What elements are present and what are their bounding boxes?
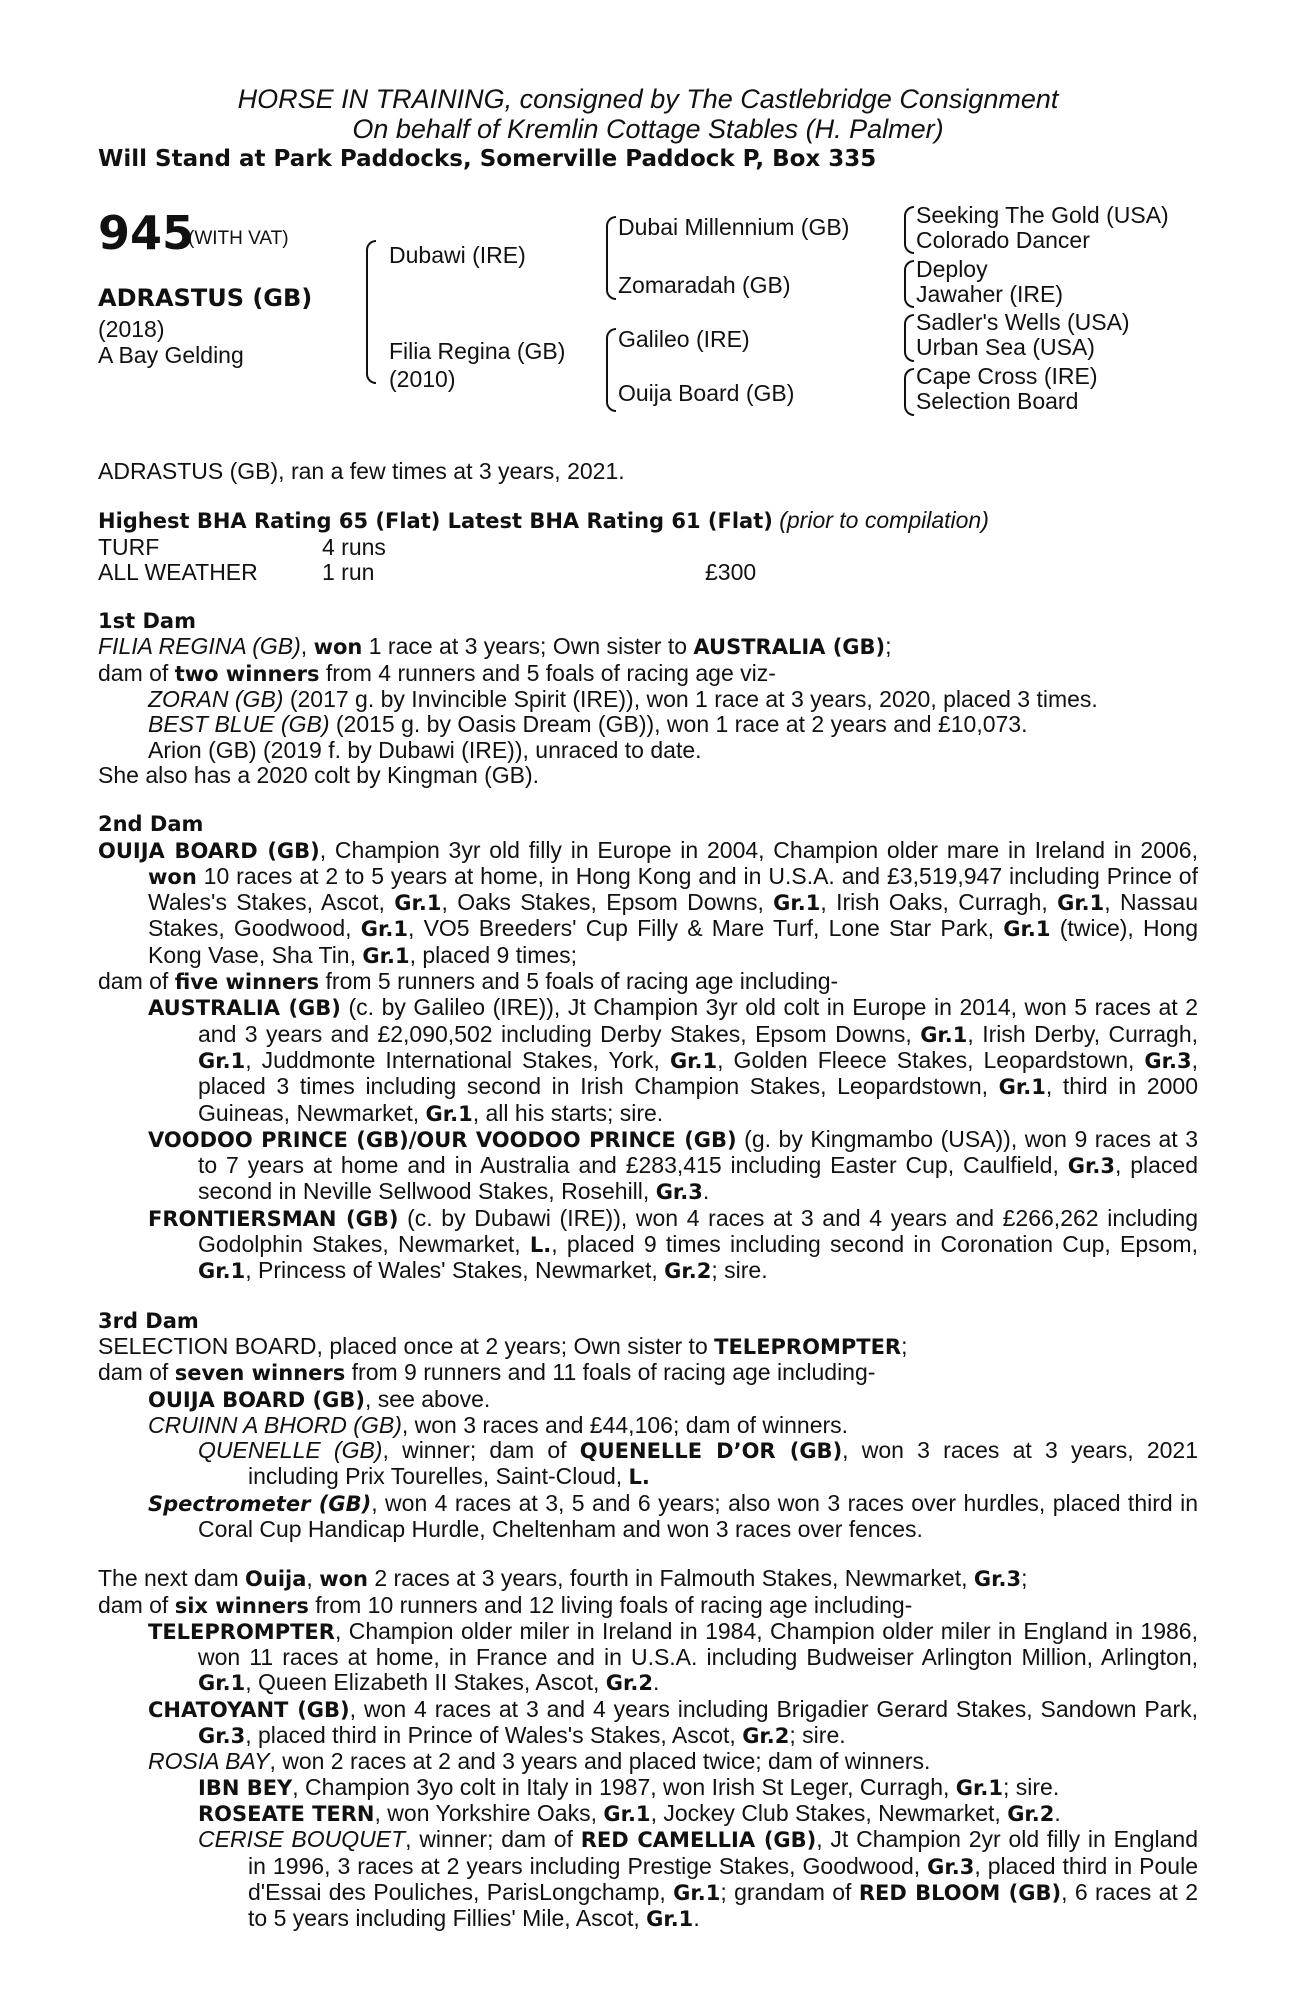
dam-dam-dam: Selection Board	[916, 388, 1079, 414]
pedigree-brace	[904, 314, 914, 362]
pedigree-brace	[904, 368, 914, 416]
sire-dam-sire: Deploy	[916, 256, 988, 282]
dam-sire-sire: Sadler's Wells (USA)	[916, 309, 1130, 335]
turf-record: TURF 4 runs	[98, 533, 386, 560]
sire-sire-sire: Seeking The Gold (USA)	[916, 202, 1169, 228]
progeny-entry: QUENELLE (GB), winner; dam of QUENELLE D’OR (GB), won 3 races at 3 years, 2021 including Prix Tourelles, Saint-Cloud, L.	[198, 1437, 1198, 1490]
progeny-entry: OUIJA BOARD (GB), see above.	[148, 1385, 491, 1412]
dam-year: (2010)	[389, 366, 456, 392]
stand-location: Will Stand at Park Paddocks, Somerville Paddock P, Box 335	[98, 146, 877, 172]
dam-dam: Ouija Board (GB)	[618, 380, 795, 406]
progeny-entry: FRONTIERSMAN (GB) (c. by Dubawi (IRE)), won 4 races at 3 and 4 years and £266,262 including Godolphin Stakes, Newmarket, L., placed 9 times including second in Coronation Cup, Epsom, Gr.1, Princess of Wales' Stakes, Newmarket, Gr.2; sire.	[148, 1204, 1198, 1284]
progeny-entry: Spectrometer (GB), won 4 races at 3, 5 and 6 years; also won 3 races over hurdles, placed third in Coral Cup Handicap Hurdle, Cheltenham and won 3 races over fences.	[148, 1489, 1199, 1542]
progeny-entry: TELEPROMPTER, Champion older miler in Ireland in 1984, Champion older miler in England in 1986, won 11 races at home, in France and in U.S.A. including Budweiser Arlington Million, Arlington, Gr.1, Queen Elizabeth II Stakes, Ascot, Gr.2.	[148, 1617, 1198, 1696]
dam-of-line: dam of five winners from 5 runners and 5 foals of racing age including-	[98, 968, 839, 995]
section-heading: 2nd Dam	[98, 812, 204, 837]
progeny-entry: ROSIA BAY, won 2 races at 2 and 3 years and placed twice; dam of winners.	[148, 1748, 931, 1775]
progeny-entry: BEST BLUE (GB) (2015 g. by Oasis Dream (GB)), won 1 race at 2 years and £10,073.	[148, 711, 1028, 738]
progeny-entry: CHATOYANT (GB), won 4 races at 3 and 4 years including Brigadier Gerard Stakes, Sandown Park, Gr.3, placed third in Prince of Wales's Stakes, Ascot, Gr.2; sire.	[148, 1695, 1199, 1749]
progeny-entry: CRUINN A BHORD (GB), won 3 races and £44,106; dam of winners.	[148, 1411, 849, 1438]
vat-note: (WITH VAT)	[188, 228, 289, 249]
dam-sire: Galileo (IRE)	[618, 326, 750, 352]
sire: Dubawi (IRE)	[389, 242, 526, 268]
on-behalf-line: On behalf of Kremlin Cottage Stables (H. Palmer)	[352, 114, 944, 144]
dam-entry: SELECTION BOARD, placed once at 2 years; Own sister to TELEPROMPTER;	[98, 1332, 908, 1359]
dam-sire-dam: Urban Sea (USA)	[916, 334, 1095, 360]
dam-entry: FILIA REGINA (GB), won 1 race at 3 years; Own sister to AUSTRALIA (GB);	[98, 633, 892, 660]
progeny-entry: IBN BEY, Champion 3yo colt in Italy in 1987, won Irish St Leger, Curragh, Gr.1; sire.	[198, 1773, 1060, 1800]
sire-dam-dam: Jawaher (IRE)	[916, 281, 1063, 307]
progeny-entry: ROSEATE TERN, won Yorkshire Oaks, Gr.1, Jockey Club Stakes, Newmarket, Gr.2.	[198, 1799, 1061, 1826]
sire-sire: Dubai Millennium (GB)	[618, 214, 850, 240]
progeny-entry: ZORAN (GB) (2017 g. by Invincible Spirit (IRE)), won 1 race at 3 years, 2020, placed 3 times.	[148, 686, 1098, 713]
sire-dam: Zomaradah (GB)	[618, 272, 791, 298]
pedigree-brace	[366, 240, 376, 384]
section-heading: 1st Dam	[98, 609, 196, 634]
dam-of-line: dam of seven winners from 9 runners and 11 foals of racing age including-	[98, 1359, 876, 1386]
consignor-line: HORSE IN TRAINING, consigned by The Castlebridge Consignment	[237, 84, 1059, 114]
horse-name: ADRASTUS (GB)	[98, 284, 313, 312]
all-weather-record: ALL WEATHER 1 run £300	[98, 558, 757, 585]
sire-sire-dam: Colorado Dancer	[916, 227, 1090, 253]
progeny-entry: AUSTRALIA (GB) (c. by Galileo (IRE)), Jt Champion 3yr old colt in Europe in 2014, won 5 races at 2 and 3 years and £2,090,502 including Derby Stakes, Epsom Downs, Gr.1, Irish Derby, Curragh, Gr.1, Juddmonte International Stakes, York, Gr.1, Golden Fleece Stakes, Leopardstown, Gr.3, placed 3 times including second in Irish Champion Stakes, Leopardstown, Gr.1, third in 2000 Guineas, Newmarket, Gr.1, all his starts; sire.	[148, 994, 1199, 1126]
progeny-entry: CERISE BOUQUET, winner; dam of RED CAMELLIA (GB), Jt Champion 2yr old filly in England in 1996, 3 races at 2 years including Prestige Stakes, Goodwood, Gr.3, placed third in Poule d'Essai des Pouliches, ParisLongchamp, Gr.1; grandam of RED BLOOM (GB), 6 races at 2 to 5 years including Fillies' Mile, Ascot, Gr.1.	[198, 1826, 1198, 1932]
dam: Filia Regina (GB)	[389, 338, 566, 364]
catalogue-body	[98, 459, 1198, 1932]
progeny-entry: VOODOO PRINCE (GB)/OUR VOODOO PRINCE (GB) (g. by Kingmambo (USA)), won 9 races at 3 to 7 years at home and in Australia and £283,415 including Easter Cup, Caulfield, Gr.3, placed second in Neville Sellwood Stakes, Rosehill, Gr.3.	[148, 1125, 1198, 1205]
foal-note: She also has a 2020 colt by Kingman (GB).	[98, 761, 540, 788]
dam-dam-sire: Cape Cross (IRE)	[916, 363, 1098, 389]
dam-of-line: dam of two winners from 4 runners and 5 foals of racing age viz-	[98, 659, 776, 686]
race-record: ADRASTUS (GB), ran a few times at 3 years, 2021.	[98, 458, 625, 484]
bha-rating: Highest BHA Rating 65 (Flat) Latest BHA Rating 61 (Flat) (prior to compilation)	[98, 507, 989, 534]
pedigree-brace	[904, 206, 914, 254]
horse-year: (2018)	[98, 316, 165, 342]
pedigree-brace	[606, 216, 616, 300]
lot-number: 945	[98, 206, 195, 260]
next-dam-entry: The next dam Ouija, won 2 races at 3 years, fourth in Falmouth Stakes, Newmarket, Gr.3;	[98, 1565, 1028, 1592]
horse-description: A Bay Gelding	[98, 342, 244, 368]
pedigree-brace	[606, 328, 616, 412]
section-heading: 3rd Dam	[98, 1308, 199, 1333]
pedigree-brace	[904, 260, 914, 308]
dam-of-line: dam of six winners from 10 runners and 12 living foals of racing age including-	[98, 1591, 913, 1618]
dam-entry: OUIJA BOARD (GB), Champion 3yr old filly in Europe in 2004, Champion older mare in Ireland in 2006, won 10 races at 2 to 5 years at home, in Hong Kong and in U.S.A. and £3,519,947 including Prince of Wales's Stakes, Ascot, Gr.1, Oaks Stakes, Epsom Downs, Gr.1, Irish Oaks, Curragh, Gr.1, Nassau Stakes, Goodwood, Gr.1, VO5 Breeders' Cup Filly & Mare Turf, Lone Star Park, Gr.1 (twice), Hong Kong Vase, Sha Tin, Gr.1, placed 9 times;	[98, 836, 1199, 968]
progeny-entry: Arion (GB) (2019 f. by Dubawi (IRE)), unraced to date.	[148, 736, 702, 763]
